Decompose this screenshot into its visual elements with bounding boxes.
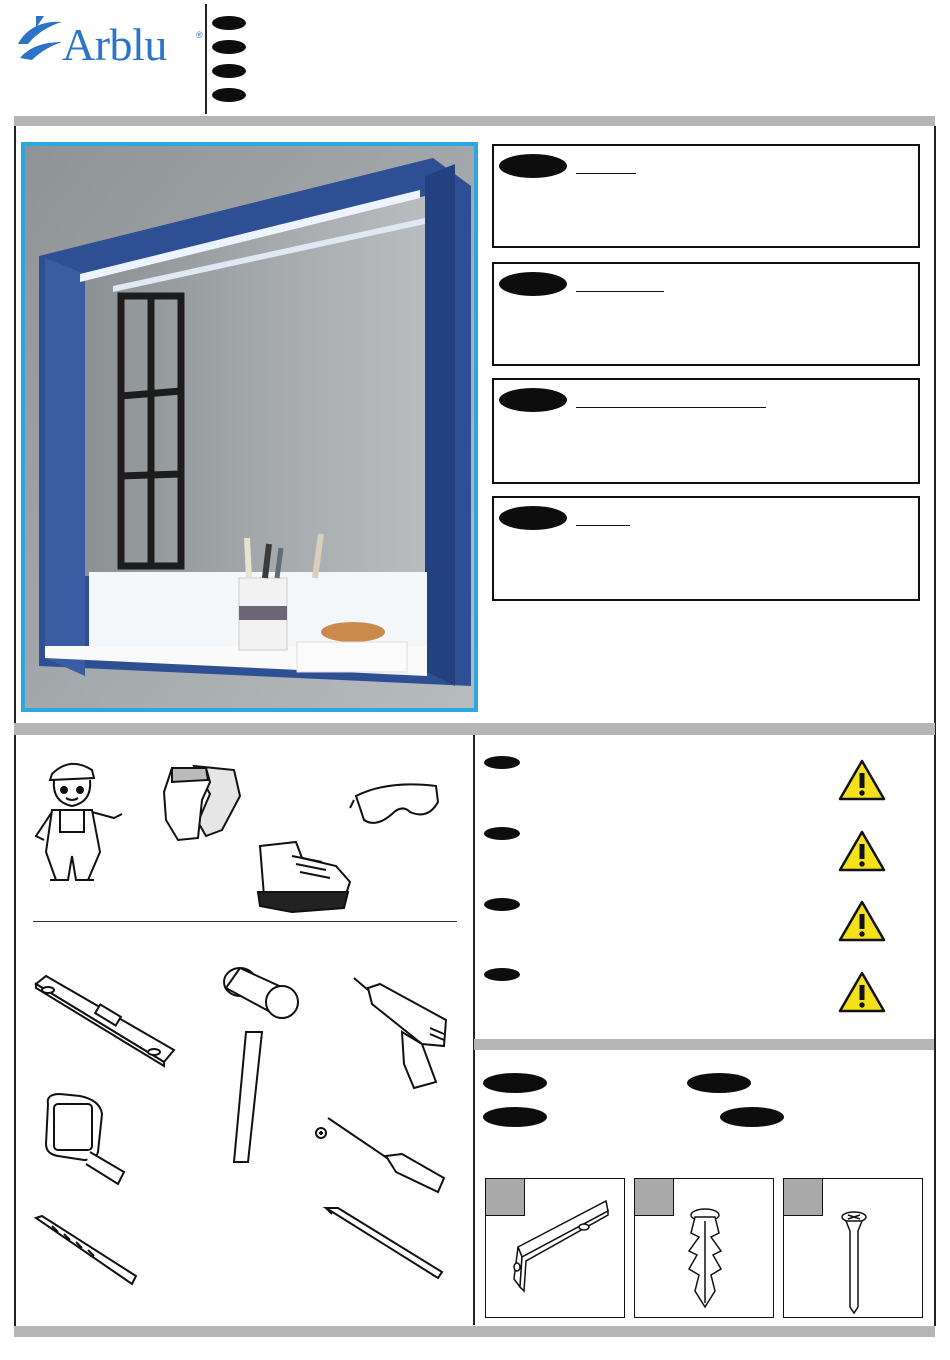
- warning-badge-2: [484, 827, 520, 840]
- warning-badge-4: [484, 968, 520, 981]
- language-badge-4: [499, 506, 567, 530]
- part-box-1: [485, 1178, 625, 1318]
- part-box-3: [783, 1178, 923, 1318]
- kit-language-badge-4: [720, 1107, 784, 1127]
- part-tag-2: [635, 1179, 674, 1216]
- safety-glasses-icon: [348, 776, 444, 830]
- language-badge-3: [499, 388, 567, 412]
- screwdriver-icon: [312, 1112, 452, 1196]
- gloves-icon: [158, 760, 244, 844]
- language-tab-1[interactable]: [212, 16, 246, 30]
- spirit-level-icon: [32, 972, 178, 1068]
- warning-badge-3: [484, 898, 520, 911]
- language-tab-2[interactable]: [212, 40, 246, 54]
- brand-registered-mark: ®: [196, 30, 203, 40]
- language-title-underline-3: [576, 407, 766, 408]
- kit-language-badge-2: [687, 1073, 751, 1093]
- mallet-icon: [216, 962, 306, 1168]
- language-tab-3[interactable]: [212, 64, 246, 78]
- parts-separator-band: [474, 1039, 934, 1050]
- header-divider: [205, 4, 207, 114]
- language-badge-1: [499, 154, 567, 178]
- language-title-underline-4: [576, 525, 630, 526]
- language-title-underline-1: [576, 173, 636, 174]
- safety-boots-icon: [252, 836, 356, 916]
- language-box-4: [492, 496, 920, 601]
- language-box-1: [492, 144, 920, 248]
- kit-language-badge-1: [483, 1073, 547, 1093]
- brand-logo: [14, 12, 204, 72]
- kit-language-badge-3: [483, 1107, 547, 1127]
- part-box-2: [634, 1178, 774, 1318]
- tape-measure-icon: [40, 1090, 136, 1188]
- language-title-underline-2: [576, 291, 664, 292]
- logo-swoosh-icon: [14, 14, 66, 64]
- top-separator-band: [14, 116, 935, 126]
- language-badge-2: [499, 272, 567, 296]
- mirror-cabinet-illustration: [25, 146, 474, 708]
- equipment-tools-divider: [33, 921, 457, 922]
- warning-badge-1: [484, 756, 520, 769]
- language-box-2: [492, 262, 920, 366]
- part-tag-3: [784, 1179, 823, 1216]
- header: [0, 0, 950, 116]
- pencil-icon: [322, 1202, 446, 1282]
- warning-triangle-icon-2: [838, 829, 886, 873]
- installer-figure-icon: [30, 752, 130, 884]
- bottom-separator-band: [14, 1326, 935, 1337]
- warning-triangle-icon-1: [838, 758, 886, 802]
- screw-icon: [836, 1207, 876, 1317]
- lower-column-divider: [473, 735, 475, 1325]
- wall-plug-icon: [683, 1207, 729, 1315]
- wall-bracket-icon: [504, 1197, 614, 1297]
- middle-separator-band: [14, 723, 935, 735]
- product-photo: [21, 142, 478, 712]
- language-box-3: [492, 378, 920, 484]
- drill-bit-icon: [32, 1212, 144, 1288]
- warning-triangle-icon-3: [838, 899, 886, 943]
- brand-name: Arblu: [62, 19, 167, 70]
- drill-icon: [350, 974, 454, 1092]
- language-tab-4[interactable]: [212, 88, 246, 102]
- warning-triangle-icon-4: [838, 970, 886, 1014]
